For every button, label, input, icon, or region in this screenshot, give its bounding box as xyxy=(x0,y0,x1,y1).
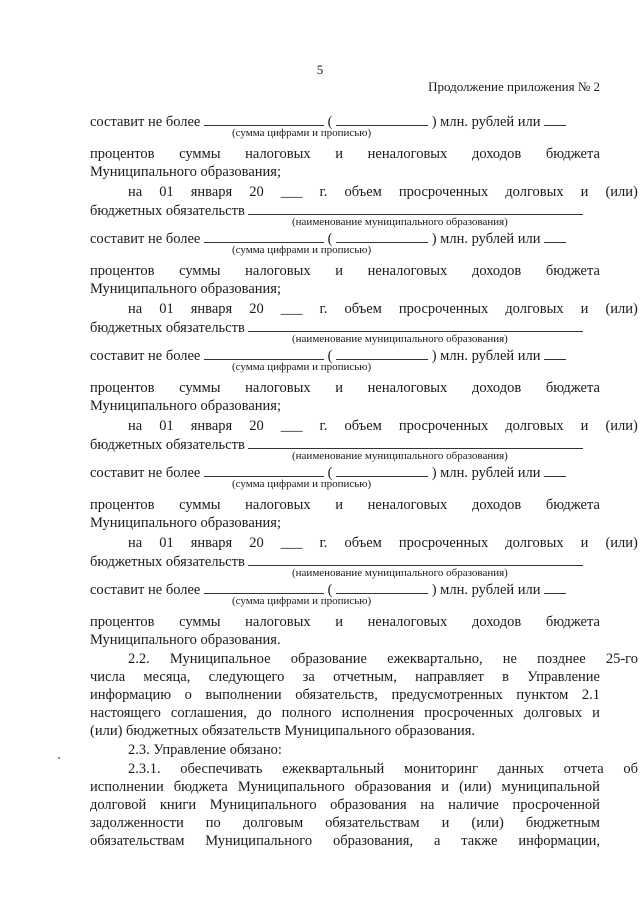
fill-in-blank xyxy=(248,435,583,449)
word: (или) xyxy=(471,815,504,831)
word: бюджета xyxy=(173,779,228,795)
limit-suffix: ) млн. рублей или xyxy=(431,114,541,130)
limit-prefix: составит не более xyxy=(90,582,201,598)
clause-2-2-line xyxy=(90,704,600,722)
word: бюджета xyxy=(545,614,600,630)
clause-2-3-1-line xyxy=(90,778,600,796)
date-line xyxy=(90,417,638,435)
word: мониторинг xyxy=(403,761,478,777)
word: ___ xyxy=(280,418,303,434)
word: долговых xyxy=(505,418,564,434)
word: на xyxy=(128,184,143,200)
obligations-label: бюджетных обязательств xyxy=(90,320,245,336)
word: о xyxy=(184,687,192,703)
word: просроченных xyxy=(424,705,514,721)
word: соглашения, xyxy=(170,705,247,721)
word: ежеквартально, xyxy=(387,651,483,667)
word: и xyxy=(335,614,343,630)
word: бюджета xyxy=(545,497,600,513)
limit-prefix: составит не более xyxy=(90,465,201,481)
word: и xyxy=(441,815,450,831)
word: 2.1 xyxy=(581,687,600,703)
word: доходов xyxy=(471,380,522,396)
limit-suffix: ) млн. рублей или xyxy=(431,465,541,481)
word: за xyxy=(302,669,315,685)
word: января xyxy=(190,301,233,317)
word: и xyxy=(335,263,343,279)
fill-in-blank xyxy=(204,229,324,243)
percent-line xyxy=(90,262,600,280)
word: января xyxy=(190,184,233,200)
name-caption: (наименование муниципального образования) xyxy=(292,567,508,579)
percent-line xyxy=(90,613,600,631)
word: неналоговых xyxy=(367,146,448,162)
word: объем xyxy=(344,184,382,200)
clause-2-2-line xyxy=(90,686,600,704)
fill-in-blank xyxy=(336,580,428,594)
word: позднее xyxy=(537,651,586,667)
word: налоговых xyxy=(245,146,311,162)
word: процентов xyxy=(90,380,155,396)
name-caption: (наименование муниципального образования) xyxy=(292,216,508,228)
word: суммы xyxy=(179,146,221,162)
word: на xyxy=(420,797,435,813)
word: не xyxy=(502,651,517,667)
word: исполнении xyxy=(90,779,164,795)
word: просроченных xyxy=(398,184,489,200)
fill-in-blank xyxy=(204,580,324,594)
word: данных xyxy=(497,761,544,777)
word: суммы xyxy=(179,380,221,396)
word: в xyxy=(502,669,509,685)
word: исполнения xyxy=(341,705,415,721)
word: долговых xyxy=(505,184,564,200)
word: на xyxy=(128,535,143,551)
word: 20 xyxy=(249,184,264,200)
fill-in-blank xyxy=(336,346,428,360)
word: Муниципального xyxy=(209,797,317,813)
fill-in-blank xyxy=(204,346,324,360)
word: Муниципального xyxy=(237,779,345,795)
word: суммы xyxy=(179,614,221,630)
fill-in-blank xyxy=(336,112,428,126)
fill-in-blank xyxy=(204,463,324,477)
word: обязательствам xyxy=(325,815,420,831)
word: ___ xyxy=(280,535,303,551)
word: на xyxy=(128,418,143,434)
word: 01 xyxy=(159,184,174,200)
word: Управление xyxy=(527,669,600,685)
word: бюджета xyxy=(545,380,600,396)
clause-2-2-line xyxy=(90,650,638,668)
word: образования xyxy=(354,779,432,795)
word: доходов xyxy=(471,263,522,279)
word: (или) xyxy=(605,301,638,317)
word: и xyxy=(441,779,450,795)
word: 01 xyxy=(159,418,174,434)
word: Муниципальное xyxy=(169,651,271,667)
municipality-line: Муниципального образования. xyxy=(90,632,281,648)
limit-suffix: ) млн. рублей или xyxy=(431,582,541,598)
limit-suffix: ) млн. рублей или xyxy=(431,348,541,364)
limit-suffix: ) млн. рублей или xyxy=(431,231,541,247)
limit-caption: (сумма цифрами и прописью) xyxy=(232,127,372,139)
word: (или) xyxy=(605,535,638,551)
word: на xyxy=(128,301,143,317)
municipality-line: Муниципального образования; xyxy=(90,398,281,414)
appendix-continuation-note: Продолжение приложения № 2 xyxy=(428,79,600,94)
word: долговых xyxy=(505,301,564,317)
word: долговым xyxy=(242,815,304,831)
limit-caption: (сумма цифрами и прописью) xyxy=(232,595,372,607)
name-caption: (наименование муниципального образования) xyxy=(292,450,508,462)
word: а xyxy=(433,833,441,849)
word: ___ xyxy=(280,301,303,317)
word: налоговых xyxy=(245,263,311,279)
word: обязательствам xyxy=(90,833,185,849)
fill-in-blank xyxy=(248,201,583,215)
date-line xyxy=(90,183,638,201)
word: информацию xyxy=(90,687,172,703)
word: задолженности xyxy=(90,815,184,831)
word: и xyxy=(335,380,343,396)
word: налоговых xyxy=(245,497,311,513)
word: (или) xyxy=(605,418,638,434)
word: процентов xyxy=(90,146,155,162)
limit-prefix: составит не более xyxy=(90,231,201,247)
word: доходов xyxy=(471,146,522,162)
word: просроченных xyxy=(398,535,489,551)
word: месяца, xyxy=(143,669,191,685)
word: 20 xyxy=(249,535,264,551)
word: неналоговых xyxy=(367,614,448,630)
word: г. xyxy=(319,418,328,434)
clause-2-2-line xyxy=(90,668,600,686)
word: об xyxy=(623,761,638,777)
word: выполнении xyxy=(205,687,282,703)
fill-in-blank xyxy=(544,112,566,126)
word: процентов xyxy=(90,263,155,279)
clause-2-3-heading: 2.3. Управление обязано: xyxy=(128,742,282,758)
word: объем xyxy=(344,535,382,551)
word: Муниципального xyxy=(205,833,313,849)
word: отчетным, xyxy=(333,669,397,685)
word: бюджета xyxy=(545,263,600,279)
word: полного xyxy=(281,705,332,721)
fill-in-blank xyxy=(336,463,428,477)
word: просроченных xyxy=(398,301,489,317)
word: до xyxy=(256,705,272,721)
word: и xyxy=(335,497,343,513)
word: пунктом xyxy=(516,687,569,703)
obligations-label: бюджетных обязательств xyxy=(90,437,245,453)
word: 25-го xyxy=(605,651,638,667)
word: и xyxy=(592,705,600,721)
word: книги xyxy=(159,797,197,813)
clause-2-3-1-line xyxy=(90,814,600,832)
word: доходов xyxy=(471,497,522,513)
fill-in-blank xyxy=(204,112,324,126)
word: образования, xyxy=(332,833,414,849)
word: обязательств, xyxy=(295,687,378,703)
obligations-label: бюджетных обязательств xyxy=(90,554,245,570)
word: предусмотренных xyxy=(391,687,503,703)
word: 01 xyxy=(159,535,174,551)
percent-line xyxy=(90,379,600,397)
word: долговых xyxy=(505,535,564,551)
fill-in-blank xyxy=(336,229,428,243)
clause-2-2-last-line: (или) бюджетных обязательств Муниципального образования. xyxy=(90,723,476,739)
scan-speck xyxy=(58,757,60,759)
word: и xyxy=(580,301,589,317)
fill-in-blank xyxy=(544,463,566,477)
date-line xyxy=(90,300,638,318)
word: налоговых xyxy=(245,614,311,630)
word: муниципальной xyxy=(501,779,600,795)
word: объем xyxy=(344,418,382,434)
word: и xyxy=(580,184,589,200)
fill-in-blank xyxy=(248,552,583,566)
fill-in-blank xyxy=(544,229,566,243)
word: г. xyxy=(319,535,328,551)
word: налоговых xyxy=(245,380,311,396)
word: числа xyxy=(90,669,126,685)
limit-paren-open: ( xyxy=(327,231,333,247)
word: 20 xyxy=(249,301,264,317)
word: суммы xyxy=(179,263,221,279)
word: 2.3.1. xyxy=(128,761,161,777)
word: 01 xyxy=(159,301,174,317)
word: также xyxy=(461,833,498,849)
word: января xyxy=(190,418,233,434)
name-caption: (наименование муниципального образования) xyxy=(292,333,508,345)
word: неналоговых xyxy=(367,263,448,279)
word: ежеквартальный xyxy=(282,761,385,777)
word: по xyxy=(205,815,221,831)
word: образования xyxy=(330,797,407,813)
word: информации, xyxy=(518,833,600,849)
fill-in-blank xyxy=(544,580,566,594)
limit-caption: (сумма цифрами и прописью) xyxy=(232,478,372,490)
obligations-label: бюджетных обязательств xyxy=(90,203,245,219)
word: ___ xyxy=(280,184,303,200)
word: долговых xyxy=(523,705,583,721)
fill-in-blank xyxy=(248,318,583,332)
word: января xyxy=(190,535,233,551)
percent-line xyxy=(90,145,600,163)
word: и xyxy=(580,535,589,551)
clause-2-3-1-line xyxy=(90,760,638,778)
page-number: 5 xyxy=(316,62,324,77)
limit-caption: (сумма цифрами и прописью) xyxy=(232,244,372,256)
limit-paren-open: ( xyxy=(327,465,333,481)
limit-paren-open: ( xyxy=(327,582,333,598)
word: бюджетным xyxy=(525,815,600,831)
word: суммы xyxy=(179,497,221,513)
word: образование xyxy=(290,651,367,667)
municipality-line: Муниципального образования; xyxy=(90,281,281,297)
word: направляет xyxy=(415,669,484,685)
word: обеспечивать xyxy=(180,761,263,777)
word: просроченной xyxy=(512,797,600,813)
fill-in-blank xyxy=(544,346,566,360)
limit-paren-open: ( xyxy=(327,114,333,130)
clause-2-3-1-line xyxy=(90,832,600,850)
word: и xyxy=(335,146,343,162)
municipality-line: Муниципального образования; xyxy=(90,515,281,531)
limit-prefix: составит не более xyxy=(90,114,201,130)
word: (или) xyxy=(459,779,492,795)
word: следующего xyxy=(208,669,285,685)
word: отчета xyxy=(563,761,604,777)
percent-line xyxy=(90,496,600,514)
word: настоящего xyxy=(90,705,161,721)
word: неналоговых xyxy=(367,497,448,513)
limit-caption: (сумма цифрами и прописью) xyxy=(232,361,372,373)
word: долговой xyxy=(90,797,147,813)
word: 20 xyxy=(249,418,264,434)
clause-2-3-1-line xyxy=(90,796,600,814)
municipality-line: Муниципального образования; xyxy=(90,164,281,180)
word: объем xyxy=(344,301,382,317)
word: и xyxy=(580,418,589,434)
word: (или) xyxy=(605,184,638,200)
date-line xyxy=(90,534,638,552)
word: процентов xyxy=(90,497,155,513)
word: 2.2. xyxy=(128,651,150,667)
word: бюджета xyxy=(545,146,600,162)
word: наличие xyxy=(448,797,499,813)
word: процентов xyxy=(90,614,155,630)
word: просроченных xyxy=(398,418,489,434)
limit-prefix: составит не более xyxy=(90,348,201,364)
word: доходов xyxy=(471,614,522,630)
word: г. xyxy=(319,184,328,200)
word: г. xyxy=(319,301,328,317)
limit-paren-open: ( xyxy=(327,348,333,364)
word: неналоговых xyxy=(367,380,448,396)
